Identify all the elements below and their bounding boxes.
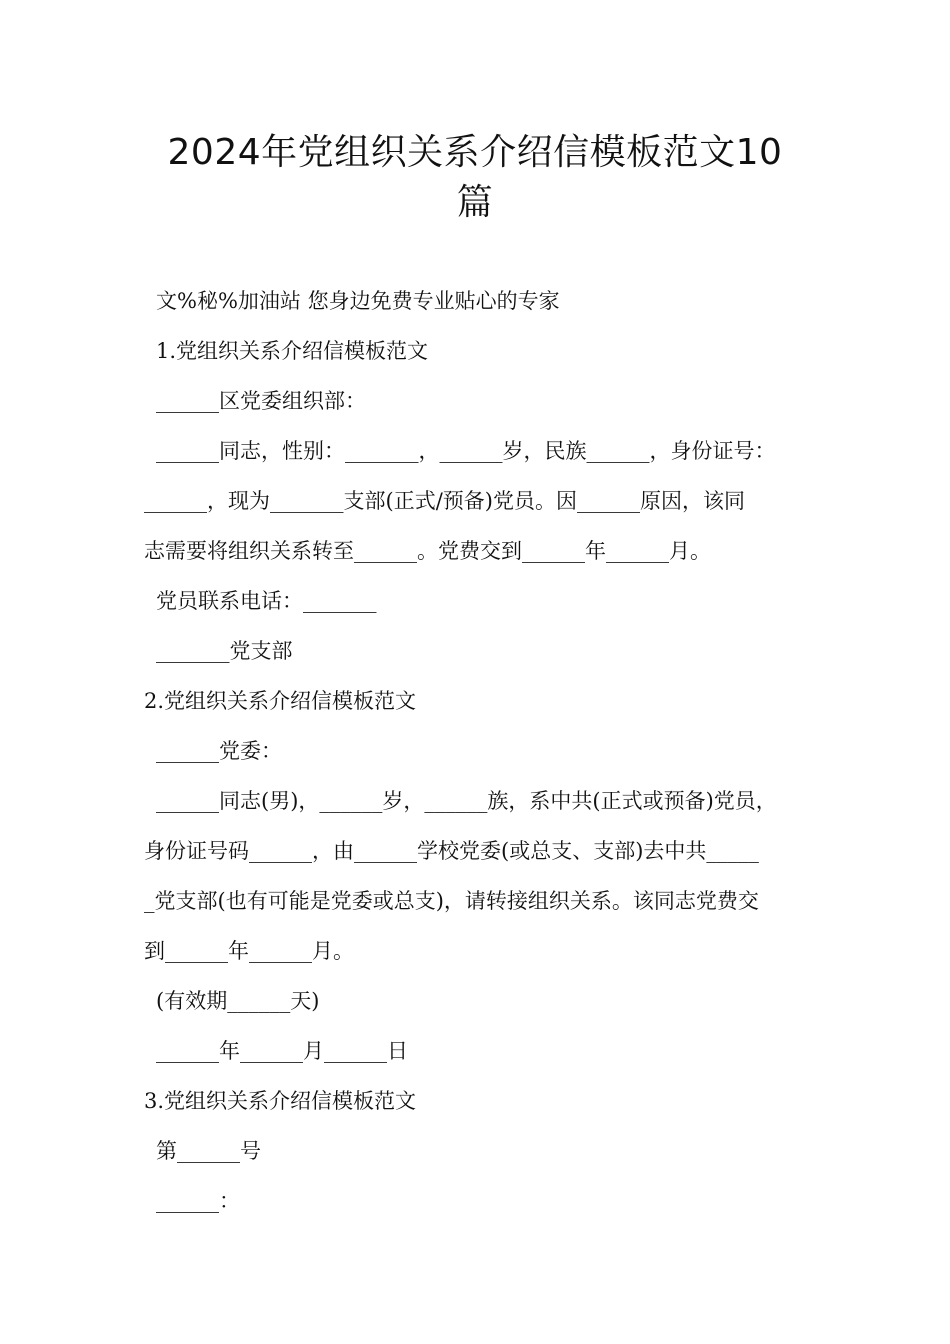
site-tagline: 文%秘%加油站 您身边免费专业贴心的专家 [156, 289, 560, 313]
title-line-2: 篇 [456, 182, 494, 223]
letter-body-line: ______，现为_______支部(正式/预备)党员。因______原因，该同 [144, 489, 745, 513]
letter-body-line: 身份证号码______，由______学校党委(或总支、支部)去中共_____ [144, 839, 759, 863]
section-heading-1: 1.党组织关系介绍信模板范文 [156, 339, 429, 363]
letter-addressee: ______： [156, 1189, 240, 1213]
validity-line: (有效期______天) [156, 989, 320, 1013]
contact-phone-line: 党员联系电话：_______ [156, 589, 377, 613]
section-heading-2: 2.党组织关系介绍信模板范文 [144, 689, 417, 713]
letter-signature: _______党支部 [156, 639, 293, 663]
section-heading-3: 3.党组织关系介绍信模板范文 [144, 1089, 417, 1113]
letter-body-line: ______同志(男)，______岁，______族，系中共(正式或预备)党员， [156, 789, 777, 813]
document-body [144, 276, 820, 1226]
letter-number-line: 第______号 [156, 1139, 261, 1163]
letter-body-line: _党支部(也有可能是党委或总支)，请转接组织关系。该同志党费交 [144, 889, 759, 913]
title-line-1: 2024年党组织关系介绍信模板范文10 [167, 132, 783, 173]
letter-addressee: ______区党委组织部： [156, 389, 366, 413]
document-title [0, 128, 950, 228]
letter-body-line: 到______年______月。 [144, 939, 354, 963]
letter-addressee: ______党委： [156, 739, 282, 763]
date-line: ______年______月______日 [156, 1039, 408, 1063]
letter-body-line: 志需要将组织关系转至______。党费交到______年______月。 [144, 539, 711, 563]
letter-body-line: ______同志，性别：_______，______岁，民族______，身份证号： [156, 439, 776, 463]
